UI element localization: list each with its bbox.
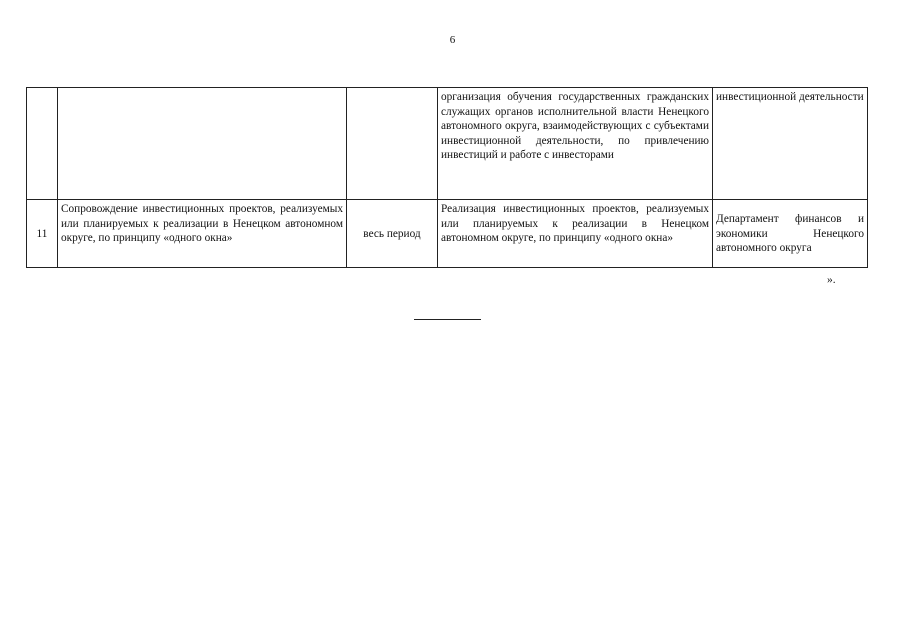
table-row <box>27 200 868 268</box>
page-number: 6 <box>449 34 456 46</box>
measures-table <box>26 87 868 268</box>
result-cell: организация обучения государственных гражданских служащих органов исполнительной власти Ненецкого автономного округа, взаимодействующих с субъектами инвестиционной деятельности, по привлечению инвестиций и работе с инвесторами <box>438 88 713 200</box>
event-cell <box>58 88 347 200</box>
event-cell: Сопровождение инвестиционных проектов, реализуемых или планируемых к реализации в Ненецком автономном округе, по принципу «одного окна» <box>58 200 347 268</box>
closing-quote: ». <box>827 274 836 286</box>
period-cell: весь период <box>347 200 438 268</box>
responsible-cell: Департамент финансов и экономики Ненецкого автономного округа <box>713 200 868 268</box>
responsible-cell: инвестиционной деятельности <box>713 88 868 200</box>
result-cell: Реализация инвестиционных проектов, реализуемых или планируемых к реализации в Ненецком автономном округе, по принципу «одного окна» <box>438 200 713 268</box>
row-number-cell <box>27 88 58 200</box>
table-row <box>27 88 868 200</box>
end-divider-line <box>414 319 481 320</box>
row-number-cell: 11 <box>27 200 58 268</box>
period-cell <box>347 88 438 200</box>
